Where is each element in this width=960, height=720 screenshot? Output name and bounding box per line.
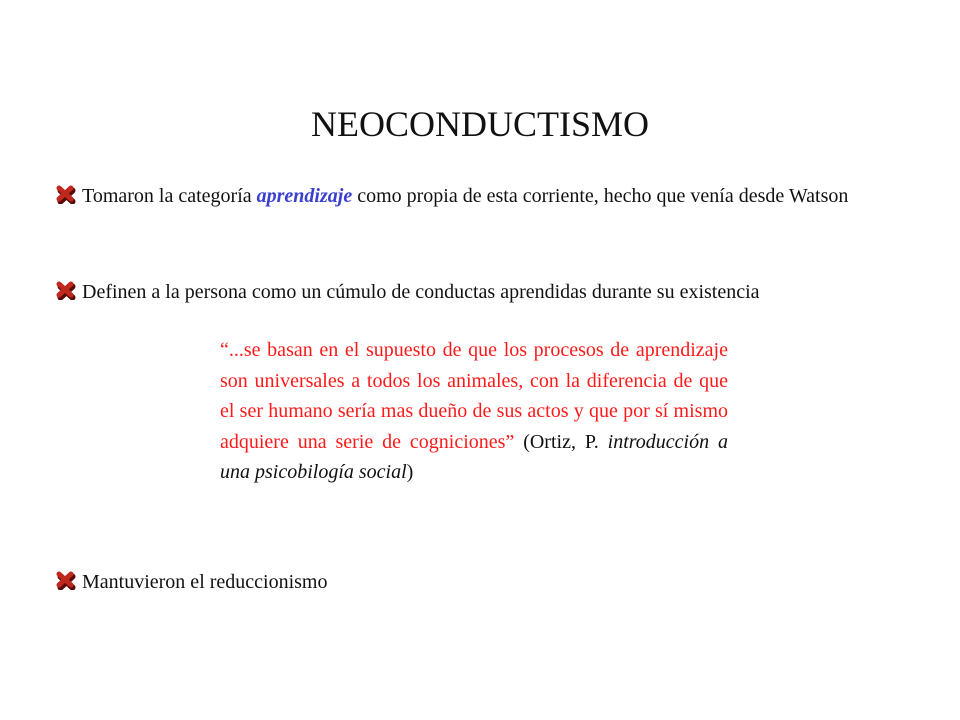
- x-mark-icon: [54, 280, 76, 300]
- slide-title: NEOCONDUCTISMO: [310, 104, 649, 144]
- x-mark-icon: [54, 184, 76, 204]
- bullet-text-post: como propia de esta corriente, hecho que venía desde Watson: [352, 185, 849, 207]
- bullet-text: Mantuvieron el reduccionismo: [82, 571, 328, 593]
- citation-close: ): [406, 461, 414, 483]
- citation-open: (Ortiz, P.: [514, 430, 608, 453]
- emphasis-term: aprendizaje: [256, 185, 353, 207]
- bullet-item-reduccionismo: [50, 566, 650, 598]
- quote-text: “...se basan en el supuesto de que los procesos de aprendizaje son universales a todos los animales, con la diferencia de que el ser humano sería mas dueño de sus actos y que por sí mismo adquiere una serie de cogniciones”: [220, 339, 728, 453]
- bullet-item-aprendizaje: [50, 180, 890, 212]
- bullet-item-persona: [50, 276, 930, 308]
- quote-block: [220, 335, 728, 488]
- x-mark-icon: [54, 570, 76, 590]
- citation-title: introducción a una psicobilogía social: [220, 430, 728, 483]
- bullet-text-pre: Tomaron la categoría: [82, 185, 257, 207]
- bullet-text: Definen a la persona como un cúmulo de conductas aprendidas durante su existencia: [82, 281, 760, 303]
